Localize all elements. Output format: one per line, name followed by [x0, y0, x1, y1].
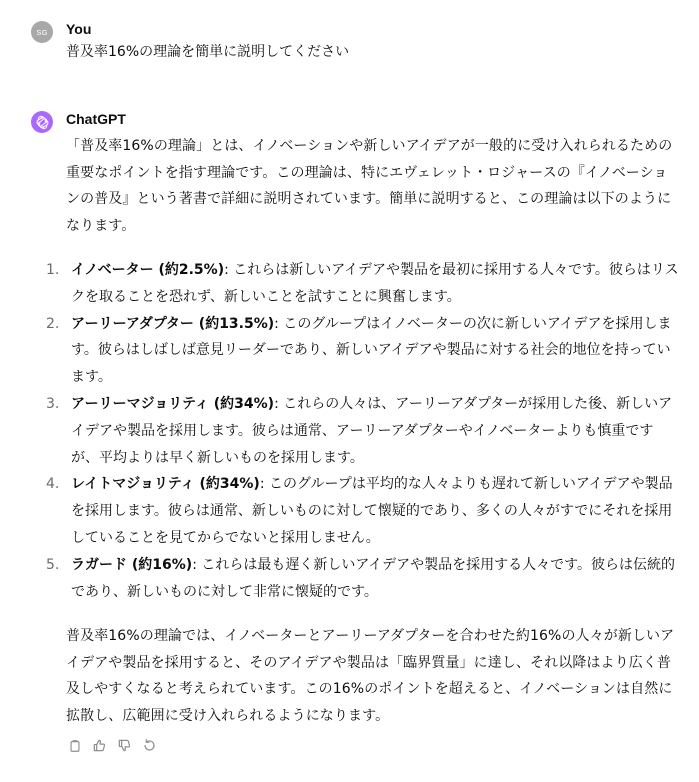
list-term: ラガード (約16%) [71, 556, 193, 573]
assistant-message [31, 108, 679, 754]
list-number: 1. [46, 262, 60, 278]
list-description: : これらは最も遅く新しいアイデアや製品を採用する人々です。彼らは伝統的であり、新しいものに対して非常に懐疑的です。 [71, 556, 675, 600]
list-number: 5. [46, 556, 60, 573]
list-item [46, 311, 679, 391]
message-actions [66, 737, 679, 754]
summary-paragraph: 普及率16%の理論では、イノベーターとアーリーアダプターを合わせた約16%の人々が新しいアイデアや製品を採用すると、そのアイデアや製品は「臨界質量」に達し、それ以降はより広く普及しやすくなると考えられています。この16%のポイントを超えると、イノベーションは自然に拡散し、広範囲に受け入れられるようになります。 [66, 628, 675, 724]
list-description: : このグループは平均的な人々よりも遅れて新しいアイデアや製品を採用します。彼らは通常、新しいものに対して懐疑的であり、多くの人々がすでにそれを採用していることを見てからでないと採用しません。 [71, 476, 673, 546]
thumbs-up-icon[interactable] [91, 737, 108, 754]
regenerate-icon[interactable] [141, 737, 158, 754]
list-item [46, 257, 679, 311]
user-message [31, 18, 679, 63]
user-avatar [31, 21, 53, 43]
assistant-author-name: ChatGPT [66, 111, 126, 127]
chatgpt-avatar [31, 111, 53, 133]
list-description: : これらは新しいアイデアや製品を最初に採用する人々です。彼らはリスクを取ることを恐れず、新しいことを試すことに興奮します。 [71, 262, 679, 305]
list-item [46, 552, 679, 606]
list-item [46, 471, 679, 551]
list-item [46, 391, 679, 471]
list-number: 3. [46, 395, 60, 412]
list-term: レイトマジョリティ (約34%) [71, 476, 260, 493]
user-avatar-initials: SG [36, 27, 48, 37]
user-author-name: You [66, 21, 92, 37]
user-message-text: 普及率16%の理論を簡単に説明してください [66, 44, 350, 60]
list-number: 2. [46, 315, 60, 332]
list-term: イノベーター (約2.5%) [71, 262, 225, 278]
list-term: アーリーアダプター (約13.5%) [71, 315, 275, 332]
list-description: : これらの人々は、アーリーアダプターが採用した後、新しいアイデアや製品を採用します。彼らは通常、アーリーアダプターやイノベーターよりも慎重ですが、平均よりは早く新しいものを採用します。 [71, 395, 673, 466]
copy-icon[interactable] [66, 737, 83, 754]
list-number: 4. [46, 476, 60, 493]
openai-logo-icon [35, 115, 50, 130]
thumbs-down-icon[interactable] [116, 737, 133, 754]
list-description: : このグループはイノベーターの次に新しいアイデアを採用します。彼らはしばしば意見リーダーであり、新しいアイデアや製品に対する社会的地位を持っています。 [71, 315, 672, 386]
intro-paragraph: 「普及率16%の理論」とは、イノベーションや新しいアイデアが一般的に受け入れられるための重要なポイントを指す理論です。この理論は、特にエヴェレット・ロジャースの『イノベーションの普及』という著書で詳細に説明されています。簡単に説明すると、この理論は以下のようになります。 [66, 138, 673, 234]
adopter-list [46, 257, 679, 605]
list-term: アーリーマジョリティ (約34%) [71, 395, 275, 412]
